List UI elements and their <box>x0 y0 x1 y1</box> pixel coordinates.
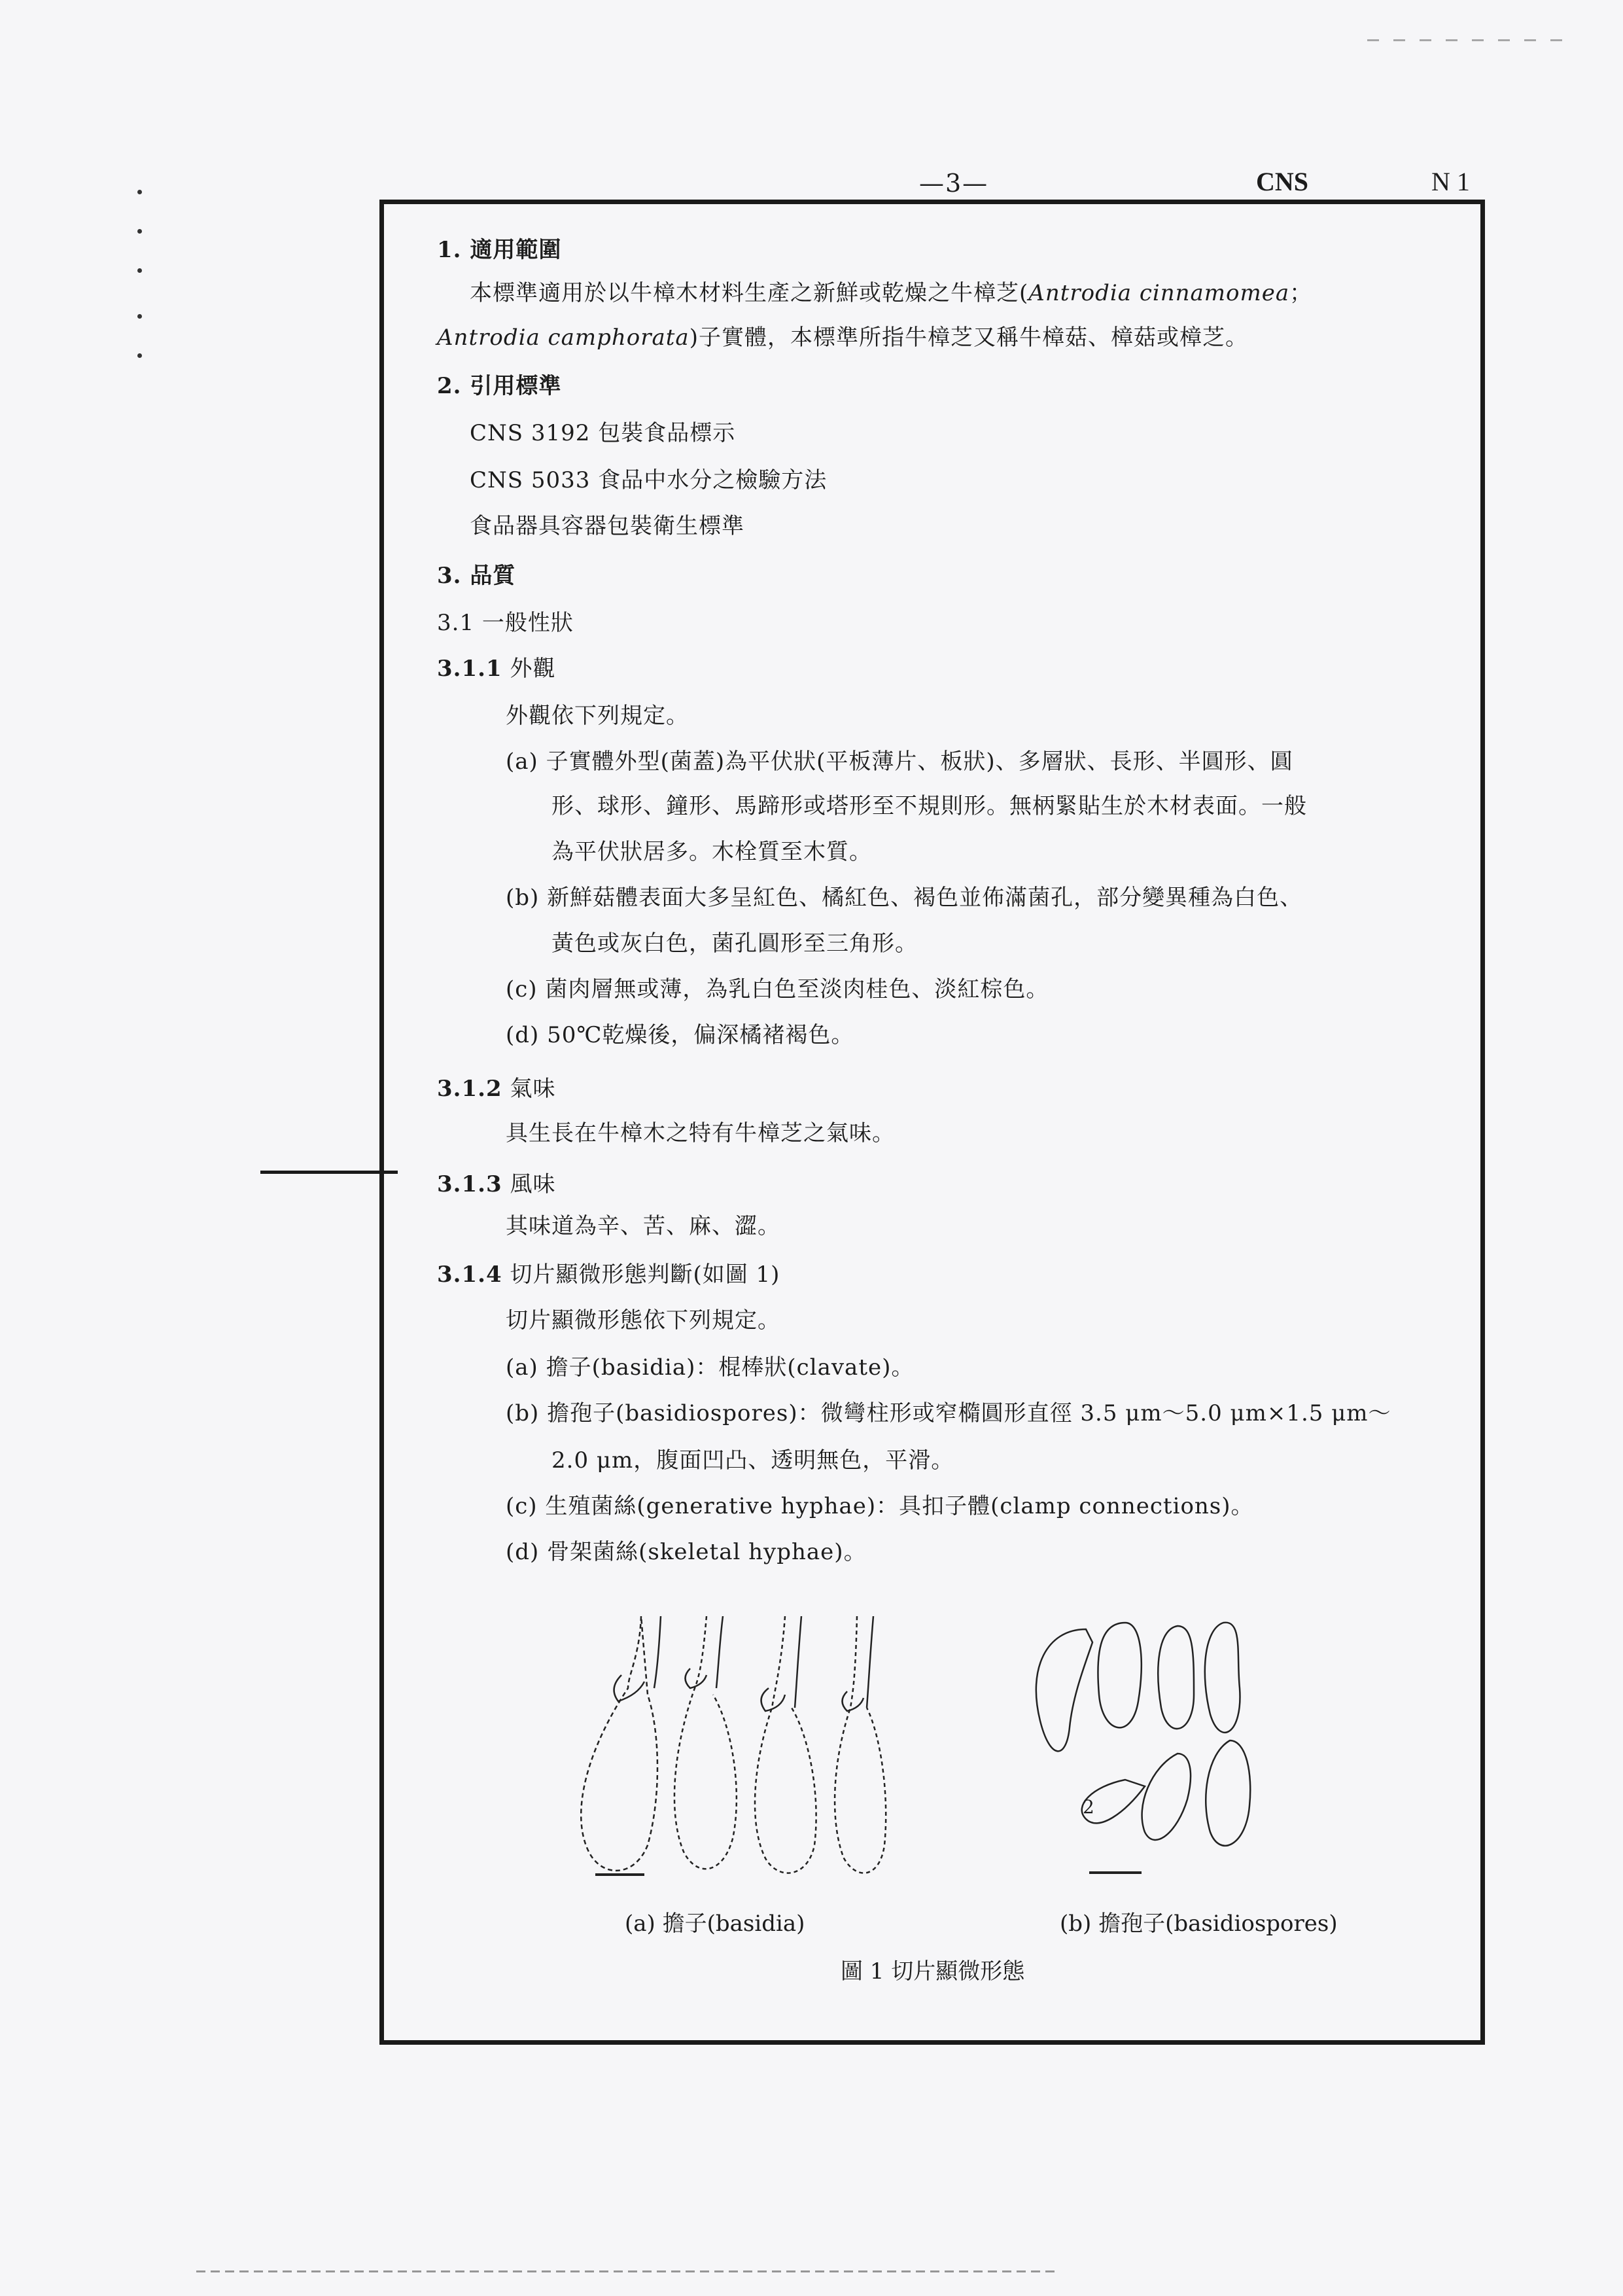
section-3-1-2-heading: 3.1.2 氣味 <box>437 1076 556 1102</box>
section-3-1-1-intro: 外觀依下列規定。 <box>506 703 689 729</box>
basidia-drawing <box>581 1616 886 1875</box>
section-1-text-line-1: 本標準適用於以牛樟木材料生產之新鮮或乾燥之牛樟芝(Antrodia cinnamomea； <box>470 280 1313 306</box>
page-number: —3— <box>919 169 989 198</box>
item-c: (c) 菌肉層無或薄，為乳白色至淡肉桂色、淡紅棕色。 <box>506 976 1049 1002</box>
margin-rule <box>260 1171 398 1174</box>
latin-name-2: Antrodia camphorata <box>437 325 689 351</box>
basidiospores-drawing <box>1036 1623 1250 1873</box>
scan-artifact-top <box>1367 39 1577 41</box>
item-skeletal-hyphae: (d) 骨架菌絲(skeletal hyphae)。 <box>506 1539 867 1565</box>
item-basidiospores-line-1: (b) 擔孢子(basidiospores)：微彎柱形或窄橢圓形直徑 3.5 μm～5.0 μm×1.5 μm～ <box>506 1400 1391 1426</box>
reference-cns-5033: CNS 5033 食品中水分之檢驗方法 <box>470 467 828 493</box>
item-a-line-1: (a) 子實體外型(菌蓋)為平伏狀(平板薄片、板狀)、多層狀、長形、半圓形、圓 <box>506 749 1293 775</box>
section-3-1-4-heading: 3.1.4 切片顯微形態判斷(如圖 1) <box>437 1262 780 1288</box>
item-a-line-3: 為平伏狀居多。木栓質至木質。 <box>551 839 872 865</box>
section-3-1-title: 3.1 一般性狀 <box>437 610 574 636</box>
section-1-text-line-2: Antrodia camphorata)子實體，本標準所指牛樟芝又稱牛樟菇、樟菇或樟芝。 <box>437 325 1248 351</box>
section-1-title: 1. 適用範圍 <box>437 237 562 263</box>
section-3-1-3-heading: 3.1.3 風味 <box>437 1171 556 1197</box>
punch-hole-marks <box>137 190 157 360</box>
reference-hygiene-standard: 食品器具容器包裝衛生標準 <box>470 513 744 539</box>
section-2-title: 2. 引用標準 <box>437 373 562 399</box>
item-d: (d) 50℃乾燥後，偏深橘褚褐色。 <box>506 1022 854 1048</box>
item-b-line-1: (b) 新鮮菇體表面大多呈紅色、橘紅色、褐色並佈滿菌孔，部分變異種為白色、 <box>506 885 1303 911</box>
figure-1-drawings <box>550 1616 1400 1904</box>
section-3-1-3-text: 其味道為辛、苦、麻、澀。 <box>506 1213 780 1239</box>
figure-label-b: (b) 擔孢子(basidiospores) <box>1060 1911 1338 1937</box>
figure-label-a: (a) 擔子(basidia) <box>625 1911 805 1937</box>
scale-mark: 2 <box>1083 1796 1094 1818</box>
item-b-line-2: 黃色或灰白色，菌孔圓形至三角形。 <box>551 930 918 957</box>
scan-artifact-bottom <box>196 2270 1060 2272</box>
latin-name-1: Antrodia cinnamomea <box>1028 280 1290 306</box>
item-a-line-2: 形、球形、鐘形、馬蹄形或塔形至不規則形。無柄緊貼生於木材表面。一般 <box>551 793 1307 819</box>
item-basidia: (a) 擔子(basidia)：棍棒狀(clavate)。 <box>506 1354 915 1381</box>
reference-cns-3192: CNS 3192 包裝食品標示 <box>470 420 736 446</box>
standard-part: N 1 <box>1431 167 1470 196</box>
section-3-1-2-text: 具生長在牛樟木之特有牛樟芝之氣味。 <box>506 1120 895 1146</box>
standard-code: CNS <box>1256 167 1309 196</box>
section-3-title: 3. 品質 <box>437 563 516 589</box>
item-basidiospores-line-2: 2.0 μm，腹面凹凸、透明無色，平滑。 <box>551 1447 954 1474</box>
item-generative-hyphae: (c) 生殖菌絲(generative hyphae)：具扣子體(clamp connections)。 <box>506 1493 1254 1519</box>
section-3-1-4-intro: 切片顯微形態依下列規定。 <box>506 1307 780 1333</box>
section-3-1-1-heading: 3.1.1 外觀 <box>437 656 556 682</box>
figure-caption: 圖 1 切片顯微形態 <box>841 1958 1025 1985</box>
